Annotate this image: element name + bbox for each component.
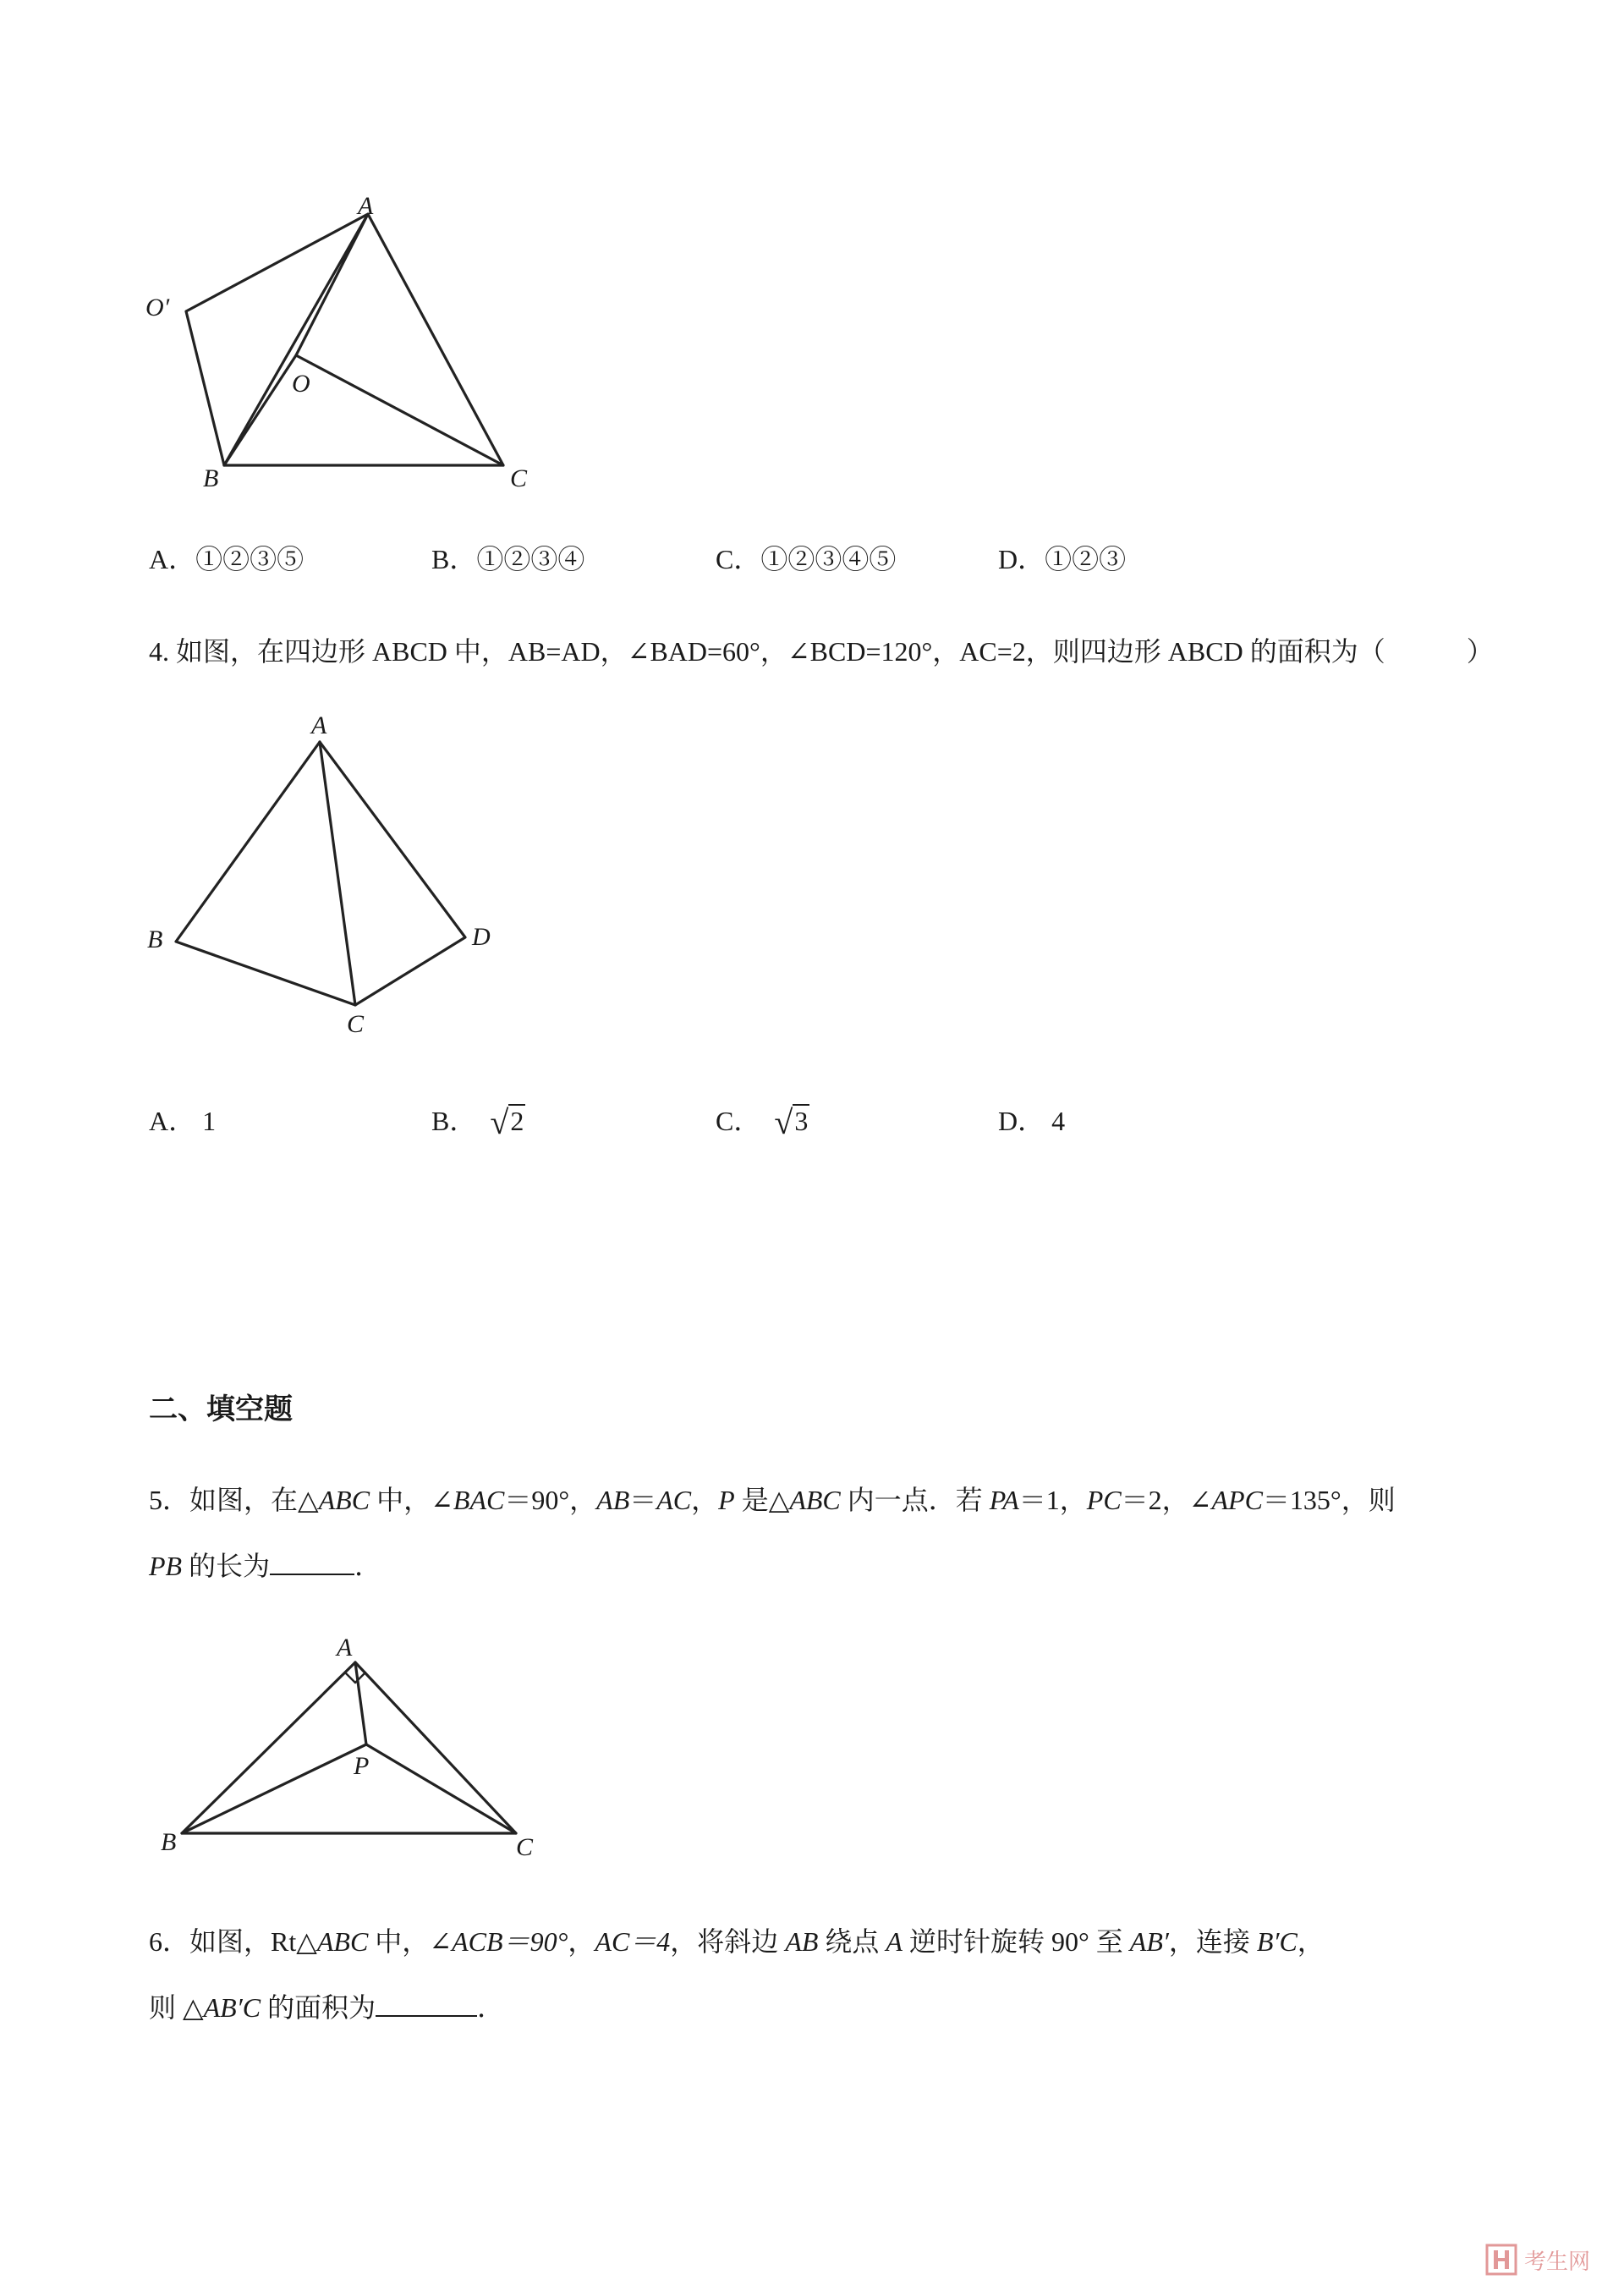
q5-var: ABC bbox=[318, 1485, 370, 1515]
q3-option-a[interactable] bbox=[149, 538, 304, 577]
q5-text: 内一点．若 bbox=[840, 1485, 990, 1515]
fig3-label-C: C bbox=[516, 1833, 534, 1861]
fig3-label-P: P bbox=[354, 1752, 370, 1780]
q5-answer-blank[interactable] bbox=[270, 1548, 354, 1575]
option-letter: C． bbox=[716, 544, 761, 574]
q6-text: 绕点 bbox=[818, 1926, 886, 1957]
q5-var: BAC bbox=[453, 1485, 505, 1515]
q3-option-d[interactable] bbox=[998, 538, 1126, 577]
fig1-label-B: B bbox=[203, 464, 219, 492]
q6-text: 6．如图，Rt△ bbox=[149, 1926, 317, 1957]
q5-var: ABC bbox=[789, 1485, 841, 1515]
q6-var: B′C bbox=[1256, 1926, 1298, 1957]
fig1-edges bbox=[186, 214, 503, 465]
q5-var: AB bbox=[596, 1485, 630, 1515]
figure-1-diagram bbox=[135, 190, 575, 508]
fig2-label-B: B bbox=[147, 926, 163, 953]
option-letter: B． bbox=[431, 1106, 477, 1136]
q5-text: ＝1， bbox=[1018, 1485, 1087, 1515]
q6-text: 则 bbox=[149, 1992, 184, 2023]
option-letter: D． bbox=[998, 1106, 1045, 1136]
q5-text: 是△ bbox=[734, 1485, 790, 1515]
q6-var: ABC bbox=[316, 1926, 369, 1957]
watermark-text: 考生网 bbox=[1523, 2249, 1590, 2275]
q6-stem-line1 bbox=[149, 1920, 1325, 1959]
section-title-fill-blank: 二、填空题 bbox=[149, 1392, 293, 1426]
radicand: 3 bbox=[794, 1106, 809, 1136]
fig2-quadrilateral bbox=[176, 742, 465, 1005]
q5-text: ＝90°， bbox=[504, 1485, 597, 1515]
q5-var: PA bbox=[989, 1485, 1019, 1515]
q6-var: △AB′C bbox=[183, 1992, 261, 2023]
fig3-right-angle-mark bbox=[345, 1673, 365, 1683]
q4-option-d[interactable] bbox=[998, 1100, 1065, 1139]
q6-text: ， bbox=[568, 1926, 595, 1957]
option-letter: D． bbox=[998, 544, 1045, 574]
q6-text: ，连接 bbox=[1168, 1926, 1257, 1957]
fig2-label-D: D bbox=[472, 923, 491, 951]
fig3-label-A: A bbox=[337, 1637, 353, 1662]
q5-var: PB bbox=[149, 1551, 183, 1581]
fig1-label-C: C bbox=[510, 464, 528, 492]
q4-option-a[interactable] bbox=[149, 1100, 216, 1139]
sqrt-expression: √ 2 bbox=[490, 1103, 524, 1141]
q6-var: AB′ bbox=[1129, 1926, 1169, 1957]
sqrt-expression: √ 3 bbox=[774, 1103, 809, 1141]
q5-var: APC bbox=[1211, 1485, 1263, 1515]
fig2-label-A: A bbox=[311, 711, 327, 739]
q5-var: AC bbox=[656, 1485, 692, 1515]
q5-text: ． bbox=[354, 1551, 382, 1581]
q5-text: 5．如图，在△ bbox=[149, 1485, 319, 1515]
q6-text: ． bbox=[477, 1992, 505, 2023]
radicand: 2 bbox=[510, 1106, 524, 1136]
q6-text: ， bbox=[1297, 1926, 1325, 1957]
q5-text: ＝135°，则 bbox=[1262, 1485, 1396, 1515]
option-text: ①②③④⑤ bbox=[760, 544, 897, 574]
figure-3-diagram bbox=[152, 1637, 558, 1861]
q5-text: ， bbox=[691, 1485, 719, 1515]
fig3-segment-BP bbox=[182, 1744, 366, 1833]
q6-math: ∠ACB＝90° bbox=[429, 1926, 568, 1957]
q6-var: AB bbox=[785, 1926, 819, 1957]
fig1-label-O: O bbox=[292, 370, 310, 398]
q5-text: ＝2，∠ bbox=[1121, 1485, 1212, 1515]
q6-text: 中， bbox=[368, 1926, 430, 1957]
q6-var: A bbox=[886, 1926, 903, 1957]
q6-answer-blank[interactable] bbox=[376, 1990, 477, 2017]
q6-text: 逆时针旋转 90° 至 bbox=[902, 1926, 1130, 1957]
q5-var: PC bbox=[1086, 1485, 1122, 1515]
q6-stem-line2 bbox=[149, 1986, 504, 2025]
q6-math: AC＝4 bbox=[595, 1926, 671, 1957]
option-text: 4 bbox=[1051, 1106, 1066, 1136]
option-text: 1 bbox=[202, 1106, 217, 1136]
q5-text: ＝ bbox=[629, 1485, 657, 1515]
option-letter: A． bbox=[149, 544, 196, 574]
q5-stem-line1 bbox=[149, 1479, 1396, 1518]
q5-stem-line2 bbox=[149, 1545, 381, 1584]
q6-text: ，将斜边 bbox=[670, 1926, 786, 1957]
q4-option-b[interactable] bbox=[431, 1100, 525, 1139]
fig1-label-A: A bbox=[358, 192, 374, 220]
q5-text: 的长为 bbox=[182, 1551, 271, 1581]
fig1-label-O-prime: O′ bbox=[145, 294, 170, 321]
watermark bbox=[1485, 2244, 1590, 2276]
fig3-label-B: B bbox=[161, 1828, 177, 1856]
option-letter: A． bbox=[149, 1106, 196, 1136]
q4-option-c[interactable] bbox=[716, 1100, 809, 1139]
q5-var: P bbox=[718, 1485, 735, 1515]
q3-option-b[interactable] bbox=[431, 538, 584, 577]
site-logo-icon bbox=[1485, 2244, 1517, 2276]
option-text: ①②③④ bbox=[476, 544, 585, 574]
option-letter: B． bbox=[431, 544, 477, 574]
q3-option-c[interactable] bbox=[716, 538, 896, 577]
figure-2-diagram bbox=[135, 706, 508, 1045]
option-text: ①②③⑤ bbox=[195, 544, 304, 574]
fig1-edge-BO bbox=[224, 355, 296, 465]
q4-stem: 4. 如图，在四边形 ABCD 中，AB=AD，∠BAD=60°，∠BCD=120°，AC=2，则四边形 ABCD 的面积为（ ） bbox=[149, 636, 1494, 667]
option-letter: C． bbox=[716, 1106, 761, 1136]
q5-text: 中，∠ bbox=[370, 1485, 453, 1515]
q6-text: 的面积为 bbox=[261, 1992, 376, 2023]
fig2-label-C: C bbox=[347, 1010, 365, 1038]
option-text: ①②③ bbox=[1045, 544, 1127, 574]
fig3-segment-CP bbox=[366, 1744, 516, 1833]
